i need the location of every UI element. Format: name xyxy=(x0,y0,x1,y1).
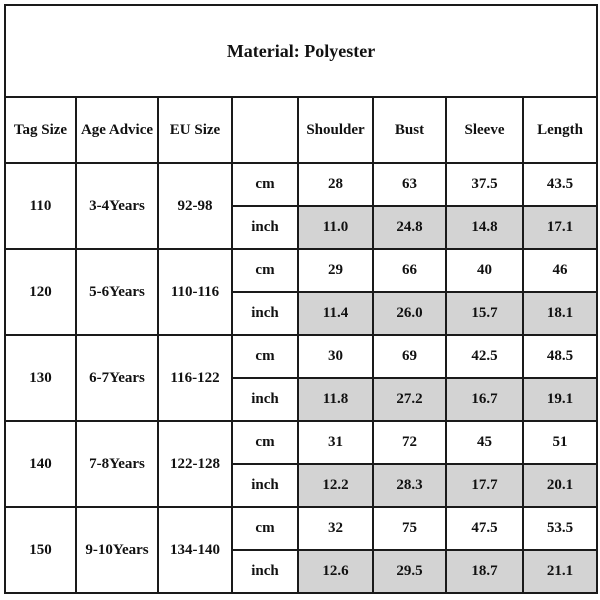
length-inch-cell: 18.1 xyxy=(523,292,597,335)
header-bust: Bust xyxy=(373,97,446,163)
length-cm-cell: 46 xyxy=(523,249,597,292)
size-table xyxy=(4,4,598,594)
sleeve-inch-cell: 15.7 xyxy=(446,292,523,335)
shoulder-inch-cell: 11.4 xyxy=(298,292,373,335)
shoulder-inch-cell: 11.8 xyxy=(298,378,373,421)
unit-label-cm: cm xyxy=(232,335,298,378)
age-advice-cell: 5-6Years xyxy=(76,249,158,335)
sleeve-inch-cell: 16.7 xyxy=(446,378,523,421)
bust-inch-cell: 27.2 xyxy=(373,378,446,421)
size-chart xyxy=(4,4,596,596)
shoulder-cm-cell: 30 xyxy=(298,335,373,378)
table-row-cm xyxy=(5,335,597,378)
sleeve-inch-cell: 18.7 xyxy=(446,550,523,593)
length-inch-cell: 20.1 xyxy=(523,464,597,507)
unit-label-cm: cm xyxy=(232,249,298,292)
eu-size-cell: 116-122 xyxy=(158,335,232,421)
unit-label-inch: inch xyxy=(232,378,298,421)
length-inch-cell: 19.1 xyxy=(523,378,597,421)
length-cm-cell: 51 xyxy=(523,421,597,464)
header-age-advice: Age Advice xyxy=(76,97,158,163)
shoulder-cm-cell: 29 xyxy=(298,249,373,292)
bust-cm-cell: 72 xyxy=(373,421,446,464)
length-cm-cell: 53.5 xyxy=(523,507,597,550)
bust-cm-cell: 63 xyxy=(373,163,446,206)
length-inch-cell: 21.1 xyxy=(523,550,597,593)
length-cm-cell: 48.5 xyxy=(523,335,597,378)
sleeve-inch-cell: 17.7 xyxy=(446,464,523,507)
tag-size-cell: 150 xyxy=(5,507,76,593)
unit-label-inch: inch xyxy=(232,550,298,593)
tag-size-cell: 110 xyxy=(5,163,76,249)
tag-size-cell: 140 xyxy=(5,421,76,507)
unit-label-inch: inch xyxy=(232,206,298,249)
age-advice-cell: 7-8Years xyxy=(76,421,158,507)
tag-size-cell: 120 xyxy=(5,249,76,335)
age-advice-cell: 6-7Years xyxy=(76,335,158,421)
table-row-cm xyxy=(5,421,597,464)
sleeve-cm-cell: 45 xyxy=(446,421,523,464)
header-eu-size: EU Size xyxy=(158,97,232,163)
table-title: Material: Polyester xyxy=(5,5,597,97)
bust-inch-cell: 26.0 xyxy=(373,292,446,335)
header-row xyxy=(5,97,597,163)
eu-size-cell: 92-98 xyxy=(158,163,232,249)
eu-size-cell: 110-116 xyxy=(158,249,232,335)
bust-inch-cell: 24.8 xyxy=(373,206,446,249)
bust-cm-cell: 75 xyxy=(373,507,446,550)
age-advice-cell: 9-10Years xyxy=(76,507,158,593)
header-sleeve: Sleeve xyxy=(446,97,523,163)
shoulder-cm-cell: 28 xyxy=(298,163,373,206)
shoulder-inch-cell: 12.6 xyxy=(298,550,373,593)
shoulder-cm-cell: 31 xyxy=(298,421,373,464)
length-cm-cell: 43.5 xyxy=(523,163,597,206)
bust-cm-cell: 66 xyxy=(373,249,446,292)
sleeve-cm-cell: 37.5 xyxy=(446,163,523,206)
bust-inch-cell: 29.5 xyxy=(373,550,446,593)
header-length: Length xyxy=(523,97,597,163)
length-inch-cell: 17.1 xyxy=(523,206,597,249)
table-row-cm xyxy=(5,507,597,550)
eu-size-cell: 134-140 xyxy=(158,507,232,593)
sleeve-cm-cell: 40 xyxy=(446,249,523,292)
unit-label-cm: cm xyxy=(232,421,298,464)
age-advice-cell: 3-4Years xyxy=(76,163,158,249)
shoulder-inch-cell: 11.0 xyxy=(298,206,373,249)
shoulder-cm-cell: 32 xyxy=(298,507,373,550)
eu-size-cell: 122-128 xyxy=(158,421,232,507)
table-row-cm xyxy=(5,163,597,206)
sleeve-cm-cell: 42.5 xyxy=(446,335,523,378)
sleeve-inch-cell: 14.8 xyxy=(446,206,523,249)
unit-label-inch: inch xyxy=(232,292,298,335)
sleeve-cm-cell: 47.5 xyxy=(446,507,523,550)
title-row xyxy=(5,5,597,97)
unit-label-inch: inch xyxy=(232,464,298,507)
tag-size-cell: 130 xyxy=(5,335,76,421)
unit-label-cm: cm xyxy=(232,163,298,206)
shoulder-inch-cell: 12.2 xyxy=(298,464,373,507)
table-row-cm xyxy=(5,249,597,292)
bust-cm-cell: 69 xyxy=(373,335,446,378)
header-unit xyxy=(232,97,298,163)
header-tag-size: Tag Size xyxy=(5,97,76,163)
header-shoulder: Shoulder xyxy=(298,97,373,163)
bust-inch-cell: 28.3 xyxy=(373,464,446,507)
unit-label-cm: cm xyxy=(232,507,298,550)
